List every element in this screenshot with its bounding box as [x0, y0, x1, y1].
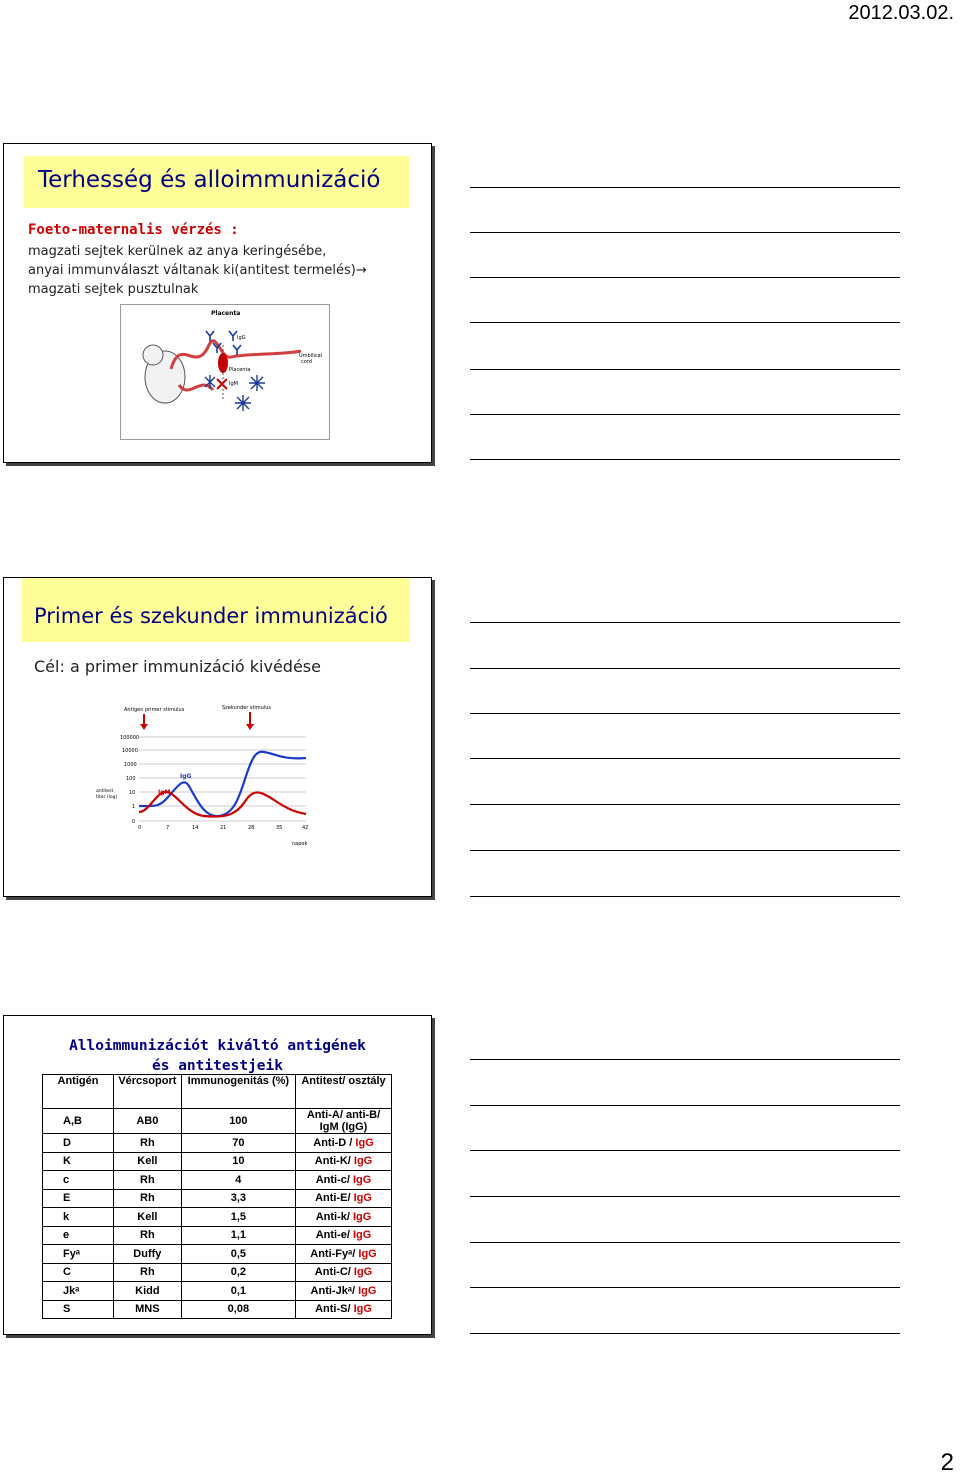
col-antigen: Antigén	[43, 1075, 114, 1109]
antibody-name: Anti-S/	[315, 1303, 351, 1316]
table-row	[43, 1300, 392, 1319]
svg-text:100000: 100000	[120, 735, 140, 741]
response-curve-chart	[94, 688, 324, 853]
svg-text:42: 42	[302, 825, 309, 831]
note-line	[470, 1105, 900, 1106]
note-line	[470, 187, 900, 188]
title-line-1: Alloimmunizációt kiváltó antigének	[69, 1038, 366, 1054]
note-line	[470, 1150, 900, 1151]
note-line	[470, 896, 900, 897]
secondary-stimulus-label: Szekunder stimulus	[222, 705, 272, 711]
table-row	[43, 1208, 392, 1227]
fetus-head	[143, 345, 163, 365]
slide-title	[4, 1036, 431, 1076]
slide-subtitle: Cél: a primer immunizáció kivédése	[34, 657, 321, 676]
secondary-arrow-head	[246, 724, 254, 730]
antibody-name: Anti-e/	[315, 1229, 350, 1242]
slide-title: Primer és szekunder immunizáció	[34, 604, 388, 628]
cell-immuno: 3,3	[181, 1189, 295, 1208]
cell-antibody	[296, 1208, 392, 1227]
note-line	[470, 1242, 900, 1243]
slide-antigen-table	[3, 1015, 432, 1335]
cell-antibody	[296, 1171, 392, 1190]
slide-title-box	[24, 156, 409, 208]
cell-immuno: 4	[181, 1171, 295, 1190]
antibody-name: Anti-K/	[314, 1155, 351, 1168]
y-axis-label-2: titer (log)	[96, 795, 118, 800]
table-row	[43, 1109, 392, 1134]
cell-antigen: Jkᵃ	[43, 1282, 114, 1301]
cell-group: Kell	[114, 1152, 182, 1171]
slide-body	[28, 242, 367, 299]
cell-antibody	[296, 1226, 392, 1245]
note-line	[470, 232, 900, 233]
cell-group: Rh	[114, 1263, 182, 1282]
antibody-name: Anti-E/	[315, 1192, 351, 1205]
table-header-row	[43, 1075, 392, 1109]
note-line	[470, 1059, 900, 1060]
cell-immuno: 0,2	[181, 1263, 295, 1282]
print-date: 2012.03.02.	[848, 2, 954, 24]
antibody-class: IgG	[358, 1247, 377, 1260]
cell-immuno: 70	[181, 1134, 295, 1153]
cord-label: cord	[301, 359, 312, 365]
igg-curve-label: IgG	[180, 773, 192, 780]
note-line	[470, 1287, 900, 1288]
note-line	[470, 322, 900, 323]
igg-curve	[139, 752, 306, 816]
cell-immuno: 0,1	[181, 1282, 295, 1301]
page-number: 2	[940, 1449, 954, 1476]
slide-primary-secondary	[3, 577, 432, 897]
note-line	[470, 713, 900, 714]
svg-text:21: 21	[220, 825, 227, 831]
cell-antigen: C	[43, 1263, 114, 1282]
cell-group: Duffy	[114, 1245, 182, 1264]
cell-antigen: e	[43, 1226, 114, 1245]
cell-group: Rh	[114, 1171, 182, 1190]
placenta-diagram	[120, 304, 330, 440]
placenta-illustration	[121, 305, 329, 439]
note-line	[470, 414, 900, 415]
slide-title-box	[22, 578, 410, 642]
note-line	[470, 459, 900, 460]
cell-immuno: 1,1	[181, 1226, 295, 1245]
svg-text:0: 0	[132, 819, 136, 825]
cell-immuno: 0,08	[181, 1300, 295, 1319]
body-line: magzati sejtek kerülnek az anya keringésébe,	[28, 244, 327, 259]
cell-immuno: 0,5	[181, 1245, 295, 1264]
table-row	[43, 1263, 392, 1282]
note-line	[470, 1196, 900, 1197]
antibody-name: Anti-D /	[313, 1136, 353, 1149]
cell-immuno: 100	[181, 1109, 295, 1134]
antigen-table	[42, 1074, 392, 1319]
note-line	[470, 850, 900, 851]
note-line	[470, 277, 900, 278]
table-row	[43, 1134, 392, 1153]
y-tick-labels	[120, 735, 139, 825]
antibody-class: IgG	[358, 1284, 377, 1297]
antibody-name: Anti-A/ anti-B/	[306, 1109, 381, 1121]
body-line: anyai immunválaszt váltanak ki(antitest termelés)→	[28, 263, 367, 278]
primary-stimulus-label: Antigen primer stimulus	[124, 707, 185, 713]
svg-text:28: 28	[248, 825, 255, 831]
antibody-name: Anti-c/	[315, 1173, 350, 1186]
cell-antibody	[296, 1134, 392, 1153]
cell-group: Kidd	[114, 1282, 182, 1301]
table-row	[43, 1189, 392, 1208]
svg-text:10000: 10000	[122, 748, 138, 754]
cell-antibody	[296, 1245, 392, 1264]
cell-immuno: 10	[181, 1152, 295, 1171]
placenta-inner-label: Placenta	[229, 367, 251, 373]
cell-antigen: Fyᵃ	[43, 1245, 114, 1264]
antibody-name: Anti-Fyᵃ/	[310, 1247, 356, 1260]
igm-label: IgM	[229, 381, 238, 387]
antibody-class: IgG	[353, 1266, 373, 1279]
cell-antigen: A,B	[43, 1109, 114, 1134]
y-axis-label-1: antitest	[96, 789, 114, 794]
col-blood-group: Vércsoport	[114, 1075, 182, 1109]
cell-antibody	[296, 1282, 392, 1301]
svg-text:100: 100	[126, 776, 136, 782]
cell-group: AB0	[114, 1109, 182, 1134]
svg-text:1: 1	[132, 804, 136, 810]
svg-text:14: 14	[192, 825, 199, 831]
antibody-class: IgM (IgG)	[319, 1121, 368, 1133]
cell-antibody	[296, 1300, 392, 1319]
cell-antigen: E	[43, 1189, 114, 1208]
x-axis-unit: napok	[292, 841, 308, 847]
svg-text:1000: 1000	[124, 762, 137, 768]
note-line	[470, 668, 900, 669]
antibody-class: IgG	[352, 1229, 372, 1242]
immune-response-graph	[94, 688, 324, 853]
table-row	[43, 1282, 392, 1301]
antibody-name: Anti-C/	[314, 1266, 351, 1279]
note-line	[470, 622, 900, 623]
placenta-label: Placenta	[211, 310, 241, 317]
cell-group: Rh	[114, 1189, 182, 1208]
cell-antigen: c	[43, 1171, 114, 1190]
antibody-name: Anti-Jkᵃ/	[310, 1284, 356, 1297]
body-line: magzati sejtek pusztulnak	[28, 282, 199, 297]
cell-group: Rh	[114, 1226, 182, 1245]
grid-lines	[139, 737, 306, 821]
antibody-class: IgG	[355, 1136, 374, 1149]
cell-antibody	[296, 1152, 392, 1171]
antibody-class: IgG	[352, 1210, 372, 1223]
umbilical-label: Umbilical	[299, 353, 323, 359]
cell-antibody	[296, 1263, 392, 1282]
blocked-igm-cross	[217, 379, 227, 389]
antibody-class: IgG	[353, 1192, 372, 1205]
slide-subtitle: Foeto-maternalis vérzés :	[28, 222, 239, 238]
cell-group: MNS	[114, 1300, 182, 1319]
cell-immuno: 1,5	[181, 1208, 295, 1227]
igg-label: IgG	[237, 335, 246, 341]
note-line	[470, 804, 900, 805]
cell-antibody	[296, 1189, 392, 1208]
cell-antigen: D	[43, 1134, 114, 1153]
cell-antigen: S	[43, 1300, 114, 1319]
x-tick-labels	[138, 825, 308, 831]
primary-arrow-head	[140, 724, 148, 730]
col-immunogenicity: Immunogenitás (%)	[181, 1075, 295, 1109]
cell-antigen: K	[43, 1152, 114, 1171]
slide-alloimmunization	[3, 143, 432, 463]
cell-antigen: k	[43, 1208, 114, 1227]
cell-group: Rh	[114, 1134, 182, 1153]
title-line-2: és antitestjeik	[152, 1058, 283, 1074]
svg-text:10: 10	[129, 790, 136, 796]
table-row	[43, 1171, 392, 1190]
antibody-name: Anti-k/	[315, 1210, 350, 1223]
slide-title: Terhesség és alloimmunizáció	[38, 167, 381, 193]
cell-group: Kell	[114, 1208, 182, 1227]
col-antibody: Antitest/ osztály	[296, 1075, 392, 1109]
antibody-class: IgG	[353, 1155, 373, 1168]
igm-curve-label: IgM	[158, 789, 171, 796]
table-row	[43, 1245, 392, 1264]
note-line	[470, 1333, 900, 1334]
note-line	[470, 758, 900, 759]
antibody-class: IgG	[352, 1173, 372, 1186]
svg-text:0: 0	[138, 825, 142, 831]
umbilical-cord	[171, 341, 301, 369]
table-row	[43, 1226, 392, 1245]
antibody-class: IgG	[353, 1303, 372, 1316]
svg-text:7: 7	[166, 825, 170, 831]
svg-text:35: 35	[276, 825, 283, 831]
note-line	[470, 369, 900, 370]
table-row	[43, 1152, 392, 1171]
cell-antibody	[296, 1109, 392, 1134]
